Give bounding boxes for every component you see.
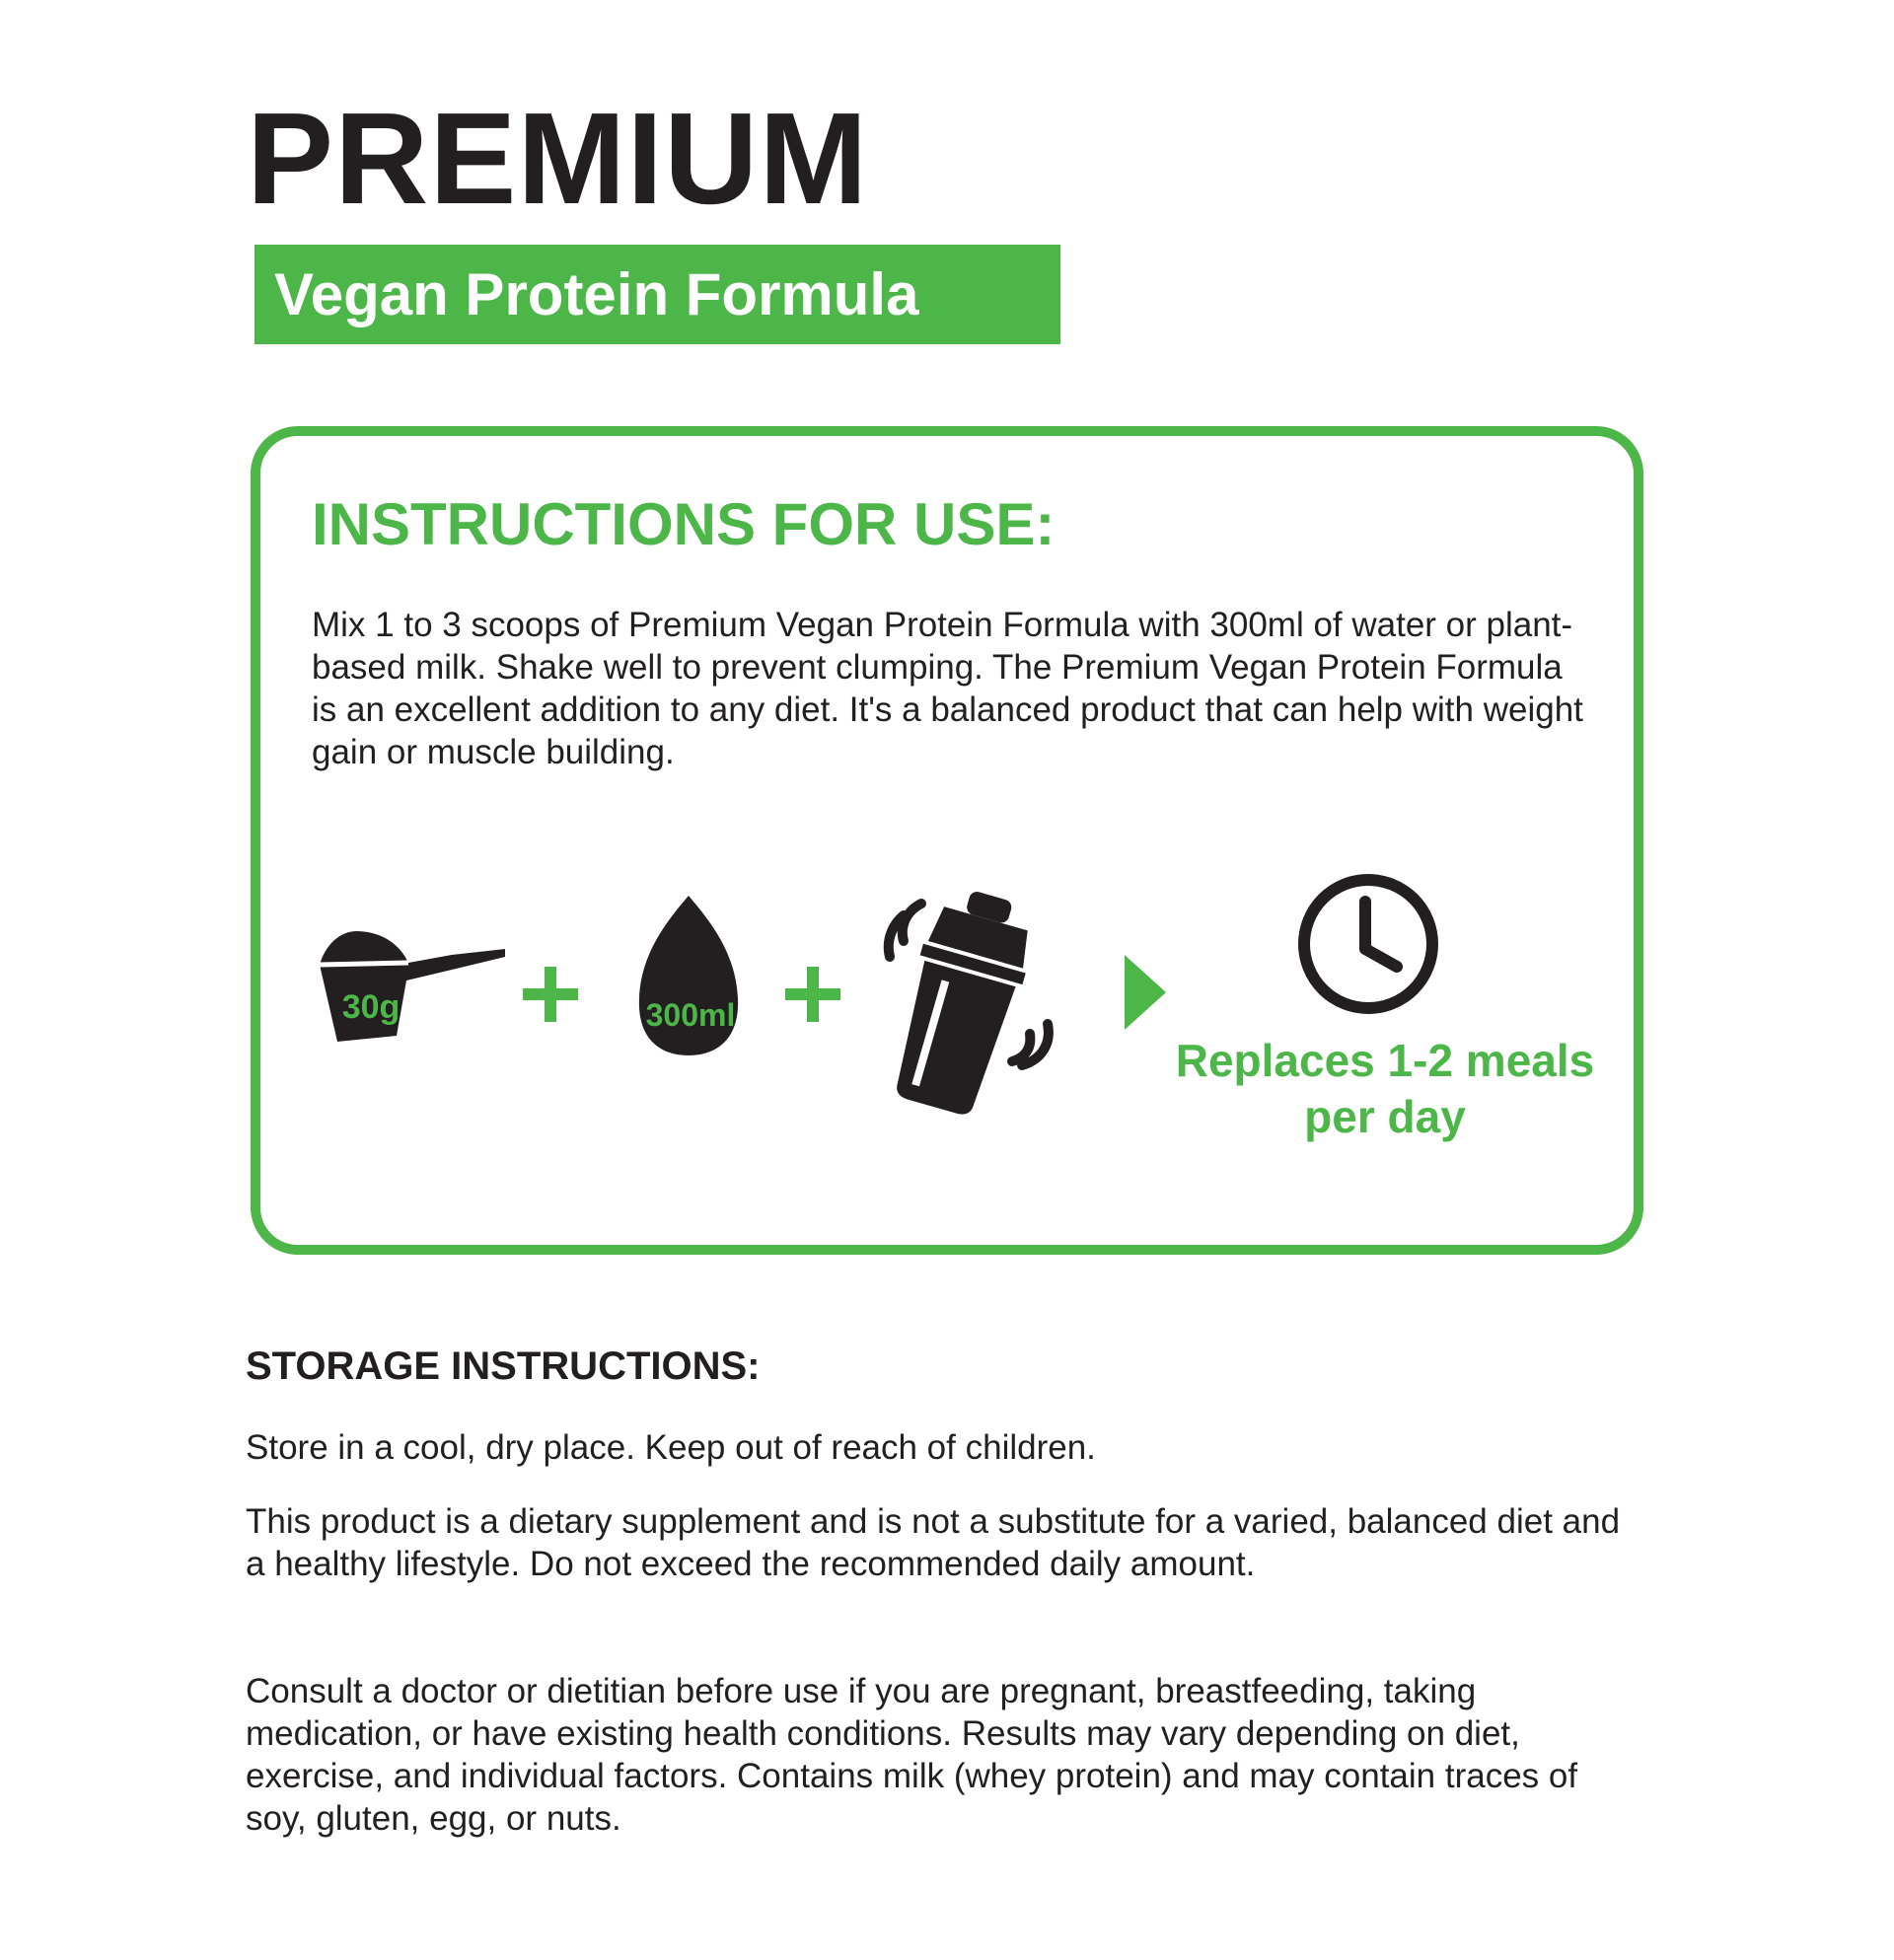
storage-paragraph: Store in a cool, dry place. Keep out of reach of children.	[246, 1428, 1096, 1467]
plus-icon	[783, 965, 842, 1024]
product-subtitle-banner	[255, 245, 1060, 344]
clock-icon	[1294, 870, 1442, 1018]
instructions-card	[251, 426, 1643, 1255]
supplement-disclaimer: This product is a dietary supplement and is not a substitute for a varied, balanced diet and a healthy lifestyle. Do not exceed the recommended daily amount.	[246, 1502, 1621, 1583]
instructions-text: Mix 1 to 3 scoops of Premium Vegan Protein Formula with 300ml of water or plant-based milk. Shake well to prevent clumping. The Premium Vegan Protein Formula is an excellent addition to any diet. It's a balanced product that can help with weight gain or muscle building.	[312, 606, 1583, 771]
meal-replacement-note: Replaces 1-2 meals per day	[1175, 1035, 1595, 1142]
water-drop-icon	[619, 892, 758, 1059]
storage-heading: STORAGE INSTRUCTIONS:	[246, 1344, 761, 1388]
scoop-icon	[316, 919, 505, 1048]
product-subtitle: Vegan Protein Formula	[274, 260, 919, 327]
product-title: PREMIUM	[247, 86, 869, 231]
shaker-icon	[864, 876, 1061, 1123]
water-amount-label: 300ml	[645, 997, 736, 1033]
plus-icon	[521, 965, 580, 1024]
scoop-amount-label: 30g	[341, 988, 401, 1026]
instructions-heading: INSTRUCTIONS FOR USE:	[312, 491, 1056, 557]
arrow-right-icon	[1121, 953, 1168, 1032]
health-warning: Consult a doctor or dietitian before use if you are pregnant, breastfeeding, taking medication, or have existing health conditions. Results may vary depending on diet, exercise, and individual factors. Contains milk (whey protein) and may contain traces of soy, gluten, egg, or nuts.	[246, 1672, 1578, 1838]
